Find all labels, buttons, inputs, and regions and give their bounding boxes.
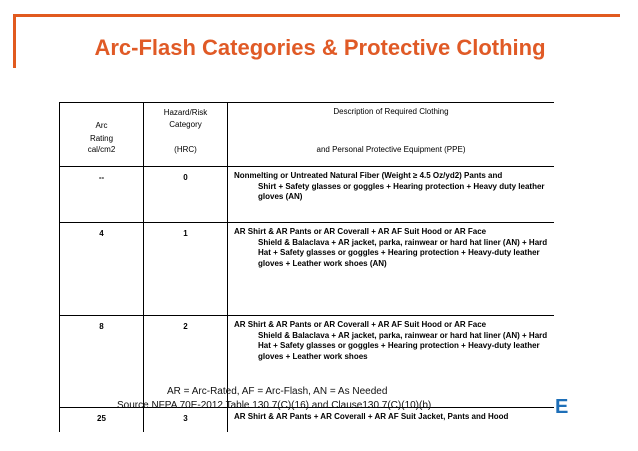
header-hrc — [144, 103, 228, 167]
header-arc-rating — [60, 103, 144, 167]
table-header-row — [60, 103, 555, 167]
header-rating-unit: cal/cm2 — [87, 145, 116, 154]
desc-first-line: AR Shirt & AR Pants or AR Coverall + AR AF Suit Hood or AR Face — [234, 320, 487, 329]
cell-hrc: 0 — [144, 167, 228, 223]
desc-first-line: AR Shirt & AR Pants + AR Coverall + AR AF Suit Jacket, Pants and Hood — [234, 412, 509, 421]
cell-rating: 4 — [60, 223, 144, 316]
desc-continuation: Shield & Balaclava + AR jacket, parka, rainwear or hard hat liner (AN) + Hard Hat + Safety glasses or goggles + Hearing protection + Heavy-duty leather gloves + Leather work shoes — [258, 330, 548, 361]
header-accent-rule — [13, 14, 620, 17]
header-hrc-abbr: (HRC) — [174, 145, 197, 154]
header-rating-line2: Rating — [89, 134, 114, 143]
cell-description — [228, 223, 555, 316]
header-accent-side-rule — [13, 14, 16, 68]
footnote-abbreviations: AR = Arc-Rated, AF = Arc-Flash, AN = As Needed — [167, 386, 388, 397]
cell-rating: -- — [60, 167, 144, 223]
table-row — [60, 408, 555, 433]
cell-description — [228, 167, 555, 223]
footnote-source: Source NFPA 70E-2012 Table 130.7(C)(16) and Clause130.7(C)(10)(b) — [117, 400, 432, 411]
desc-continuation: Shield & Balaclava + AR jacket, parka, rainwear or hard hat liner (AN) + Hard Hat + Safety glasses or goggles + Hearing protection + Heavy-duty leather gloves + Leather work shoes (AN) — [258, 237, 548, 268]
slide-title: Arc-Flash Categories & Protective Clothing — [94, 35, 546, 60]
desc-first-line: AR Shirt & AR Pants or AR Coverall + AR AF Suit Hood or AR Face — [234, 227, 487, 236]
header-desc-line1: Description of Required Clothing — [333, 107, 449, 116]
cell-hrc: 2 — [144, 316, 228, 408]
cell-rating: 8 — [60, 316, 144, 408]
header-hrc-line2: Category — [169, 120, 202, 129]
cell-hrc: 1 — [144, 223, 228, 316]
brand-logo-icon: E — [555, 396, 569, 418]
desc-continuation: Shirt + Safety glasses or goggles + Hearing protection + Heavy duty leather gloves (AN) — [258, 181, 545, 201]
cell-hrc: 3 — [144, 408, 228, 433]
ppe-table-container — [59, 102, 554, 432]
header-desc-line2: and Personal Protective Equipment (PPE) — [316, 145, 466, 154]
header-description — [228, 103, 555, 167]
table-row — [60, 223, 555, 316]
header-hrc-line1: Hazard/Risk — [163, 108, 208, 117]
header-rating-line1: Arc — [95, 121, 108, 130]
desc-first-line: Nonmelting or Untreated Natural Fiber (Weight ≥ 4.5 Oz/yd2) Pants and — [234, 171, 503, 180]
ppe-table — [59, 102, 554, 432]
cell-description — [228, 408, 555, 433]
table-row — [60, 167, 555, 223]
cell-rating: 25 — [60, 408, 144, 433]
